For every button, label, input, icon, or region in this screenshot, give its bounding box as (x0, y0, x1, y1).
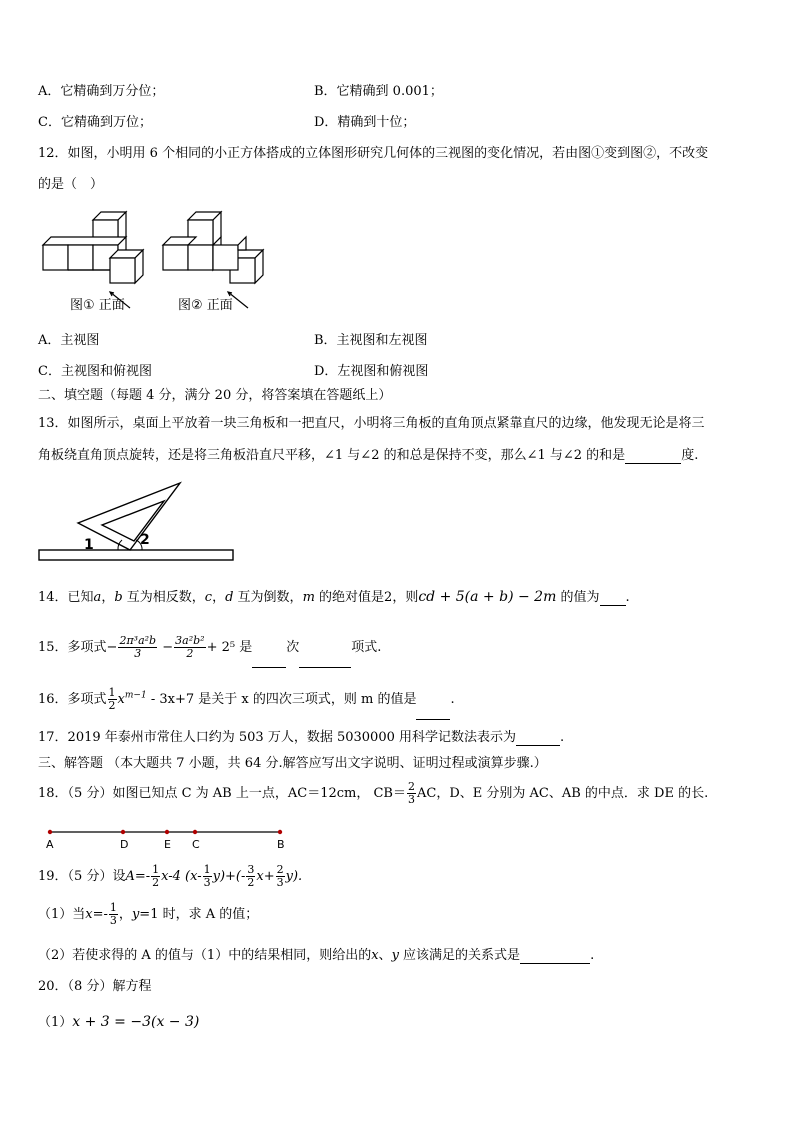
q17-line: 17．2019 年泰州市常住人口约为 503 万人，数据 5030000 用科学记数法表示为 . (38, 730, 565, 745)
section-2-heading: 二、填空题（每题 4 分，满分 20 分，将答案填在答题纸上） (38, 388, 392, 403)
q12-option-d: D．左视图和俯视图 (314, 364, 429, 379)
q15-answer-blank-2 (299, 667, 351, 668)
angle-2-label: 2 (140, 532, 150, 548)
q12-option-a: A．主视图 (38, 333, 100, 348)
label-e: E (164, 838, 171, 850)
point-a (48, 830, 52, 834)
q20-sub1: （1）x + 3 = −3(x − 3) (38, 1014, 200, 1030)
q17-answer-blank (516, 745, 560, 746)
label-c: C (192, 838, 200, 850)
label-a: A (46, 838, 54, 850)
q11-option-a: A．它精确到万分位； (38, 84, 165, 99)
figure-1-label: 图① 正面 (70, 298, 125, 313)
q11-option-b: B．它精确到 0.001； (314, 84, 443, 99)
q15-fraction-2: $\frac{\text{3a²b²}}{2}$ (175, 634, 205, 660)
q13-line2: 角板绕直角顶点旋转，还是将三角板沿直尺平移，∠1 与∠2 的和总是保持不变，那么∠1 与∠2 的和是 度. (38, 448, 699, 463)
point-b (278, 830, 282, 834)
ruler (39, 550, 233, 560)
section-3-heading: 三、解答题 （本大题共 7 小题，共 64 分.解答应写出文字说明、证明过程或演算步骤.） (38, 756, 547, 771)
q14-answer-blank (600, 605, 626, 606)
q15-fraction-1: $\frac{\text{2π³a²b}}{3}$ (119, 634, 157, 660)
angle-1-label: 1 (84, 537, 94, 553)
figure-2-cubes (163, 212, 263, 283)
q19-line: 19．（5 分）设A=- $\frac{1}{2}$ x-4 (x- $\frac{1}{3}$ y)+(- $\frac{3}{2}$ x+ $\frac{2}{3}$ y). (38, 863, 303, 889)
label-b: B (277, 838, 285, 850)
q13-line1: 13．如图所示，桌面上平放着一块三角板和一把直尺，小明将三角板的直角顶点紧靠直尺的边缘，他发现无论是将三 (38, 416, 705, 431)
q19-fraction-1: $\frac{1}{2}$ (152, 863, 160, 889)
q12-option-b: B．主视图和左视图 (314, 333, 428, 348)
q15-answer-blank-1 (252, 667, 286, 668)
q19-sub2: （2）若使求得的 A 的值与（1）中的结果相同，则给出的x、y 应该满足的关系式是 . (38, 948, 595, 963)
q19-fraction-4: $\frac{2}{3}$ (276, 863, 284, 889)
q13-triangle-ruler-figure (38, 478, 238, 564)
q18-fraction: $\frac{2}{3}$ (407, 780, 415, 806)
point-c (193, 830, 197, 834)
q19-fraction-3: $\frac{3}{2}$ (247, 863, 255, 889)
q19-sub1: （1）当x=- $\frac{1}{3}$ ，y=1 时，求 A 的值； (38, 901, 259, 927)
q16-line: 16．多项式 $\frac{1}{2}$ $x^{m-1} - 3x+7$ 是关于 x 的四次三项式，则 m 的值是 . (38, 680, 455, 720)
point-d (121, 830, 125, 834)
q18-segment-figure (44, 826, 294, 850)
q16-answer-blank (416, 719, 450, 720)
q11-option-d: D．精确到十位； (314, 115, 416, 130)
q19-answer-blank (520, 963, 590, 964)
q19-fraction-2: $\frac{1}{3}$ (203, 863, 211, 889)
q19-sub1-fraction: $\frac{1}{3}$ (109, 901, 117, 927)
label-d: D (120, 838, 129, 850)
q11-option-c: C．它精确到万位； (38, 115, 152, 130)
q14-line: 14．已知a，b 互为相反数，c，d 互为倒数，m 的绝对值是2，则cd + 5(a + b) − 2m 的值为 . (38, 589, 630, 605)
q13-answer-blank (625, 463, 681, 464)
q15-line: 15．多项式− $\frac{\text{2π³a²b}}{3}$ − $\frac{\text{3a²b²}}{2}$ + 2⁵ 是 次 项式. (38, 628, 381, 668)
figure-1-cubes (43, 212, 143, 283)
triangle-inner (102, 501, 164, 541)
point-e (165, 830, 169, 834)
q12-stem-line2: 的是（ ） (38, 177, 104, 192)
figure-2-label: 图② 正面 (178, 298, 233, 313)
q18-line: 18．（5 分）如图已知点 C 为 AB 上一点，AC＝12cm， CB＝ $\frac{2}{3}$ AC，D、E 分别为 AC、AB 的中点．求 DE 的长. (38, 780, 709, 806)
q20-title: 20．（8 分）解方程 (38, 979, 152, 994)
q12-option-c: C．主视图和俯视图 (38, 364, 152, 379)
q16-fraction: $\frac{1}{2}$ (108, 686, 116, 712)
q12-stem-line1: 12．如图，小明用 6 个相同的小正方体搭成的立体图形研究几何体的三视图的变化情况，若由图①变到图②，不改变 (38, 146, 709, 161)
